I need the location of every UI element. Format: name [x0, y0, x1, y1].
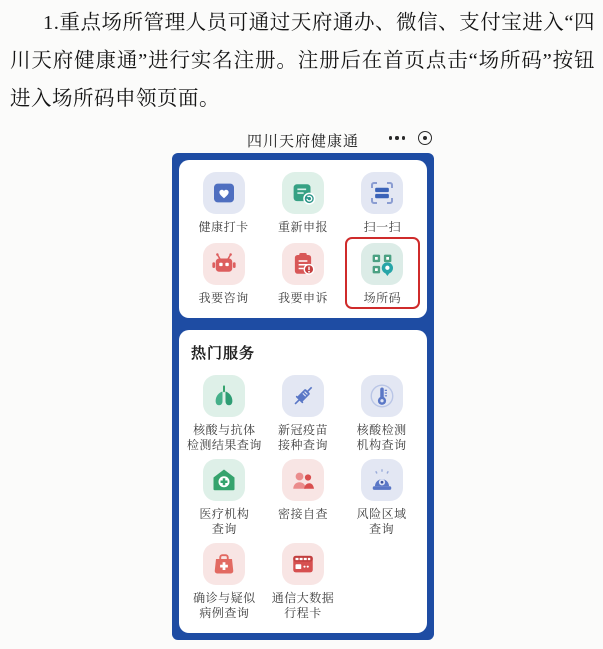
quick-item-venue-code[interactable]: [343, 241, 422, 306]
paragraph-line-2: 川天府健康通”进行实名注册。注册后在首页点击“场所码”按钮: [10, 50, 595, 72]
home-blue-container: [172, 153, 434, 640]
hospital-house-icon: [203, 459, 245, 501]
lungs-icon: [203, 375, 245, 417]
syringe-icon: [282, 375, 324, 417]
hot-label-line1: 核酸检测: [356, 423, 407, 437]
mini-program-capsule: [389, 131, 432, 145]
hot-label-line2: 检测结果查询: [186, 438, 262, 452]
hot-label-line2: 病例查询: [199, 606, 250, 620]
quick-item-consult[interactable]: [184, 241, 263, 306]
contacts-people-icon: [282, 459, 324, 501]
quick-label: 健康打卡: [198, 220, 249, 234]
hot-label-line1: 通信大数据: [271, 591, 335, 605]
quick-actions-card: [179, 160, 427, 318]
hot-item-travel-card[interactable]: [264, 541, 343, 621]
medical-bag-icon: [203, 543, 245, 585]
hot-label-line1: 医疗机构: [199, 507, 250, 521]
circle-dot-exit-icon[interactable]: [418, 131, 432, 145]
hot-label-line1: 确诊与疑似: [193, 591, 256, 605]
hot-label-line2: 查询: [369, 522, 395, 536]
quick-item-scan[interactable]: [343, 170, 422, 235]
hot-item-risk-area-query[interactable]: [342, 457, 421, 537]
paragraph-line-3: 进入场所码申领页面。: [10, 88, 220, 110]
thermometer-icon: [361, 375, 403, 417]
hot-item-nat-org-query[interactable]: [342, 373, 421, 453]
redeclare-icon: [282, 172, 324, 214]
hot-services-card: [179, 330, 427, 633]
quick-item-appeal[interactable]: [263, 241, 342, 306]
app-title: 四川天府健康通: [246, 133, 359, 150]
quick-label: 扫一扫: [363, 220, 402, 234]
quick-label: 重新申报: [277, 220, 328, 234]
hot-label-line1: 风险区域: [356, 507, 407, 521]
health-checkin-icon: [203, 172, 245, 214]
more-dots-icon[interactable]: [389, 136, 405, 139]
appeal-clipboard-icon: [282, 243, 324, 285]
instruction-paragraph: [10, 4, 595, 118]
quick-label: 场所码: [363, 291, 402, 305]
app-screenshot: [172, 128, 434, 642]
quick-item-redeclare[interactable]: [263, 170, 342, 235]
quick-label: 我要申诉: [277, 291, 328, 305]
hot-label-line1: 核酸与抗体: [193, 423, 256, 437]
hot-label-line1: 新冠疫苗: [277, 423, 328, 437]
hot-label-line2: 机构查询: [356, 438, 407, 452]
quick-label: 我要咨询: [198, 291, 249, 305]
hot-item-close-contact-selfcheck[interactable]: [264, 457, 343, 537]
hot-label-line2: 行程卡: [284, 606, 322, 620]
venue-code-icon: [361, 243, 403, 285]
hot-item-medical-org-query[interactable]: [185, 457, 264, 537]
paragraph-line-1: 1.重点场所管理人员可通过天府通办、微信、支付宝进入“四: [43, 12, 595, 34]
travel-card-icon: [282, 543, 324, 585]
scan-icon: [361, 172, 403, 214]
quick-item-health-checkin[interactable]: [184, 170, 263, 235]
mini-program-header: [172, 128, 434, 153]
hot-label-line2: 接种查询: [277, 438, 328, 452]
consult-robot-icon: [203, 243, 245, 285]
hot-item-confirmed-cases-query[interactable]: [185, 541, 264, 621]
hot-item-nat-antibody-results[interactable]: [185, 373, 264, 453]
siren-icon: [361, 459, 403, 501]
hot-label-line1: 密接自查: [277, 507, 328, 521]
hot-label-line2: 查询: [211, 522, 237, 536]
hot-services-title: 热门服务: [191, 345, 256, 362]
hot-item-vaccine-query[interactable]: [264, 373, 343, 453]
